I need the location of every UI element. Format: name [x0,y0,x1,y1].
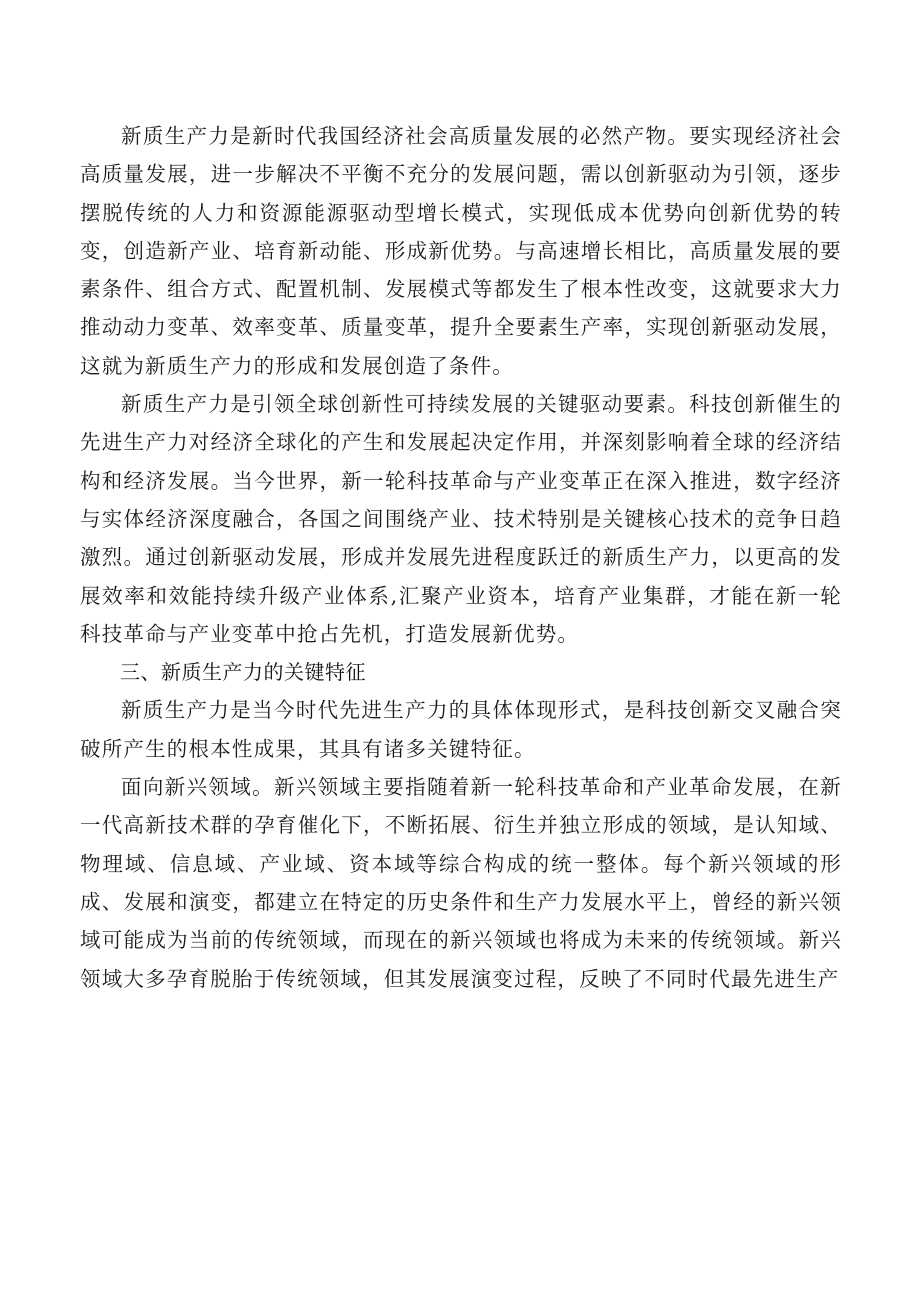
paragraph-1: 新质生产力是新时代我国经济社会高质量发展的必然产物。要实现经济社会高质量发展，进一步解决不平衡不充分的发展问题，需以创新驱动为引领，逐步摆脱传统的人力和资源能源驱动型增长模式，实现低成本优势向创新优势的转变，创造新产业、培育新动能、形成新优势。与高速增长相比，高质量发展的要素条件、组合方式、配置机制、发展模式等都发生了根本性改变，这就要求大力推动动力变革、效率变革、质量变革，提升全要素生产率，实现创新驱动发展，这就为新质生产力的形成和发展创造了条件。 [80,124,842,378]
paragraph-2: 新质生产力是引领全球创新性可持续发展的关键驱动要素。科技创新催生的先进生产力对经济全球化的产生和发展起决定作用，并深刻影响着全球的经济结构和经济发展。当今世界，新一轮科技革命与产业变革正在深入推进，数字经济与实体经济深度融合，各国之间围绕产业、技术特别是关键核心技术的竞争日趋激烈。通过创新驱动发展，形成并发展先进程度跃迁的新质生产力，以更高的发展效率和效能持续升级产业体系,汇聚产业资本，培育产业集群，才能在新一轮科技革命与产业变革中抢占先机，打造发展新优势。 [80,392,842,646]
section-heading: 三、新质生产力的关键特征 [120,660,366,685]
paragraph-4: 面向新兴领域。新兴领域主要指随着新一轮科技革命和产业革命发展，在新一代高新技术群的孕育催化下，不断拓展、衍生并独立形成的领域，是认知域、物理域、信息域、产业域、资本域等综合构成的统一整体。每个新兴领域的形成、发展和演变，都建立在特定的历史条件和生产力发展水平上，曾经的新兴领域可能成为当前的传统领域，而现在的新兴领域也将成为未来的传统领域。新兴领域大多孕育脱胎于传统领域，但其发展演变过程，反映了不同时代最先进生产 [80,775,842,991]
paragraph-3: 新质生产力是当今时代先进生产力的具体体现形式，是科技创新交叉融合突破所产生的根本性成果，其具有诸多关键特征。 [80,698,842,761]
